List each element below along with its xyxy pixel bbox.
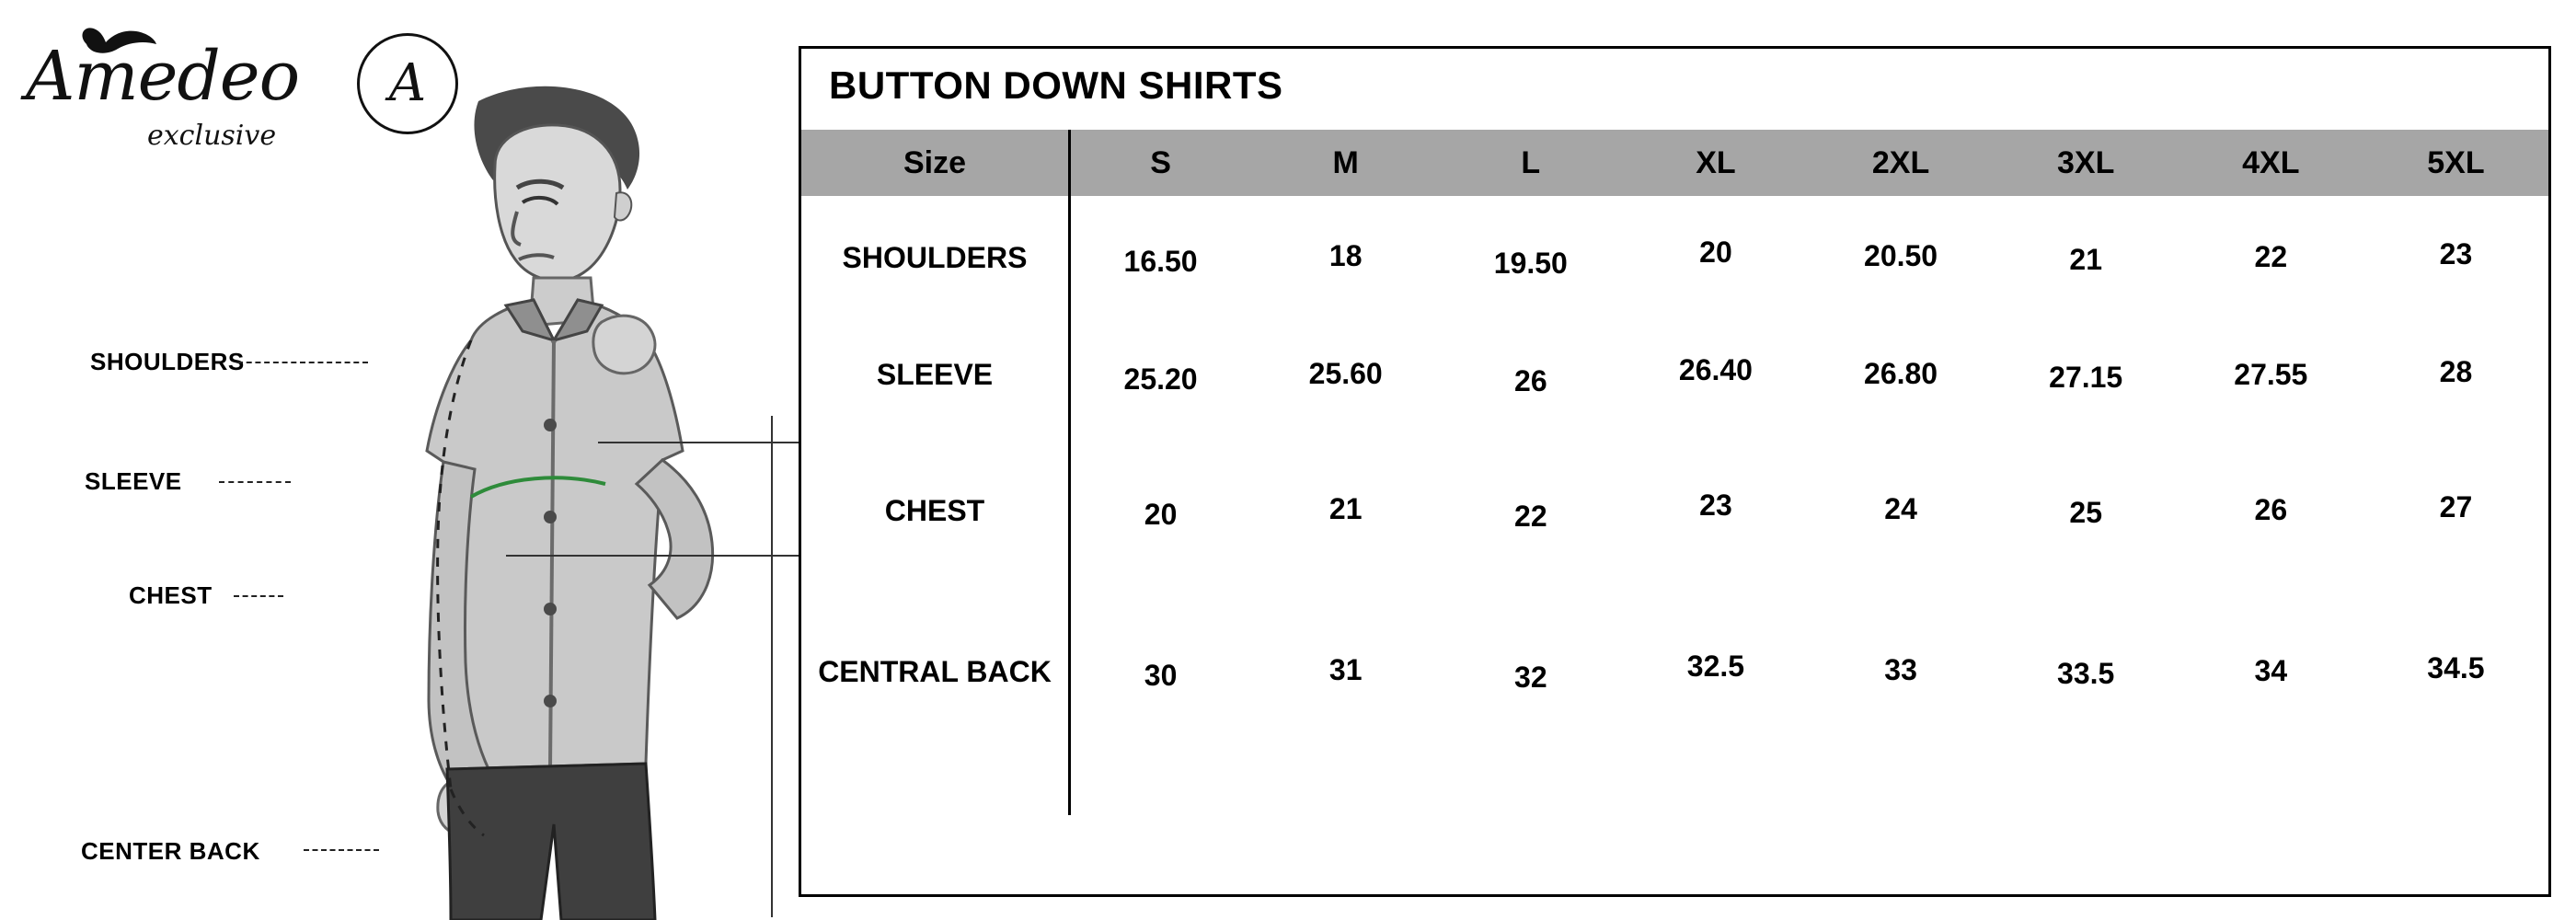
table-row	[801, 320, 2548, 431]
table-body	[801, 196, 2548, 753]
cell-central-back-3xl: 33.5	[2057, 657, 2115, 690]
column-header-5xl: 5XL	[2427, 144, 2485, 180]
brand-tagline: exclusive	[147, 120, 277, 152]
table-row	[801, 592, 2548, 753]
cell-shoulders-l: 19.50	[1493, 247, 1568, 280]
callout-shoulders: SHOULDERS	[90, 348, 245, 375]
emblem-glyph: A	[388, 53, 427, 113]
center-back-guide-line	[771, 416, 773, 917]
male-model-figure-icon	[230, 64, 800, 920]
column-header-3xl: 3XL	[2057, 144, 2115, 180]
table-row	[801, 431, 2548, 592]
row-label-sleeve: SLEEVE	[876, 358, 994, 392]
brand-wordmark: Amedeo	[26, 37, 300, 116]
row-label-shoulders: SHOULDERS	[842, 240, 1028, 274]
cell-central-back-4xl: 34	[2254, 654, 2288, 687]
table-header-row	[801, 130, 2548, 196]
cell-chest-s: 20	[1144, 498, 1178, 531]
callout-chest: CHEST	[129, 581, 213, 609]
cell-shoulders-m: 18	[1328, 239, 1363, 272]
cell-shoulders-s: 16.50	[1123, 245, 1198, 278]
cell-sleeve-s: 25.20	[1123, 362, 1198, 396]
cell-shoulders-4xl: 22	[2254, 240, 2288, 273]
cell-central-back-s: 30	[1144, 659, 1178, 692]
cell-chest-m: 21	[1328, 492, 1363, 525]
callout-center-back: CENTER BACK	[81, 837, 260, 865]
callout-shoulders-leader	[237, 362, 368, 363]
cell-chest-2xl: 24	[1884, 492, 1917, 525]
cell-chest-3xl: 25	[2069, 496, 2102, 529]
cell-central-back-l: 32	[1514, 661, 1547, 694]
cell-sleeve-xl: 26.40	[1678, 352, 1753, 386]
cell-shoulders-2xl: 20.50	[1864, 239, 1938, 272]
cell-shoulders-xl: 20	[1699, 236, 1732, 269]
cell-sleeve-5xl: 28	[2439, 354, 2473, 388]
column-header-s: S	[1150, 144, 1171, 180]
column-header-l: L	[1521, 144, 1541, 180]
cell-central-back-xl: 32.5	[1686, 650, 1745, 683]
cell-sleeve-l: 26	[1514, 363, 1547, 397]
chart-title: BUTTON DOWN SHIRTS	[829, 63, 1283, 107]
cell-central-back-5xl: 34.5	[2427, 651, 2485, 684]
cell-chest-5xl: 27	[2439, 490, 2473, 523]
measurement-illustration	[230, 64, 800, 920]
column-header-xl: XL	[1696, 144, 1736, 180]
cell-chest-xl: 23	[1699, 489, 1732, 522]
column-header-2xl: 2XL	[1871, 144, 1930, 180]
callout-chest-leader	[234, 595, 283, 597]
cell-sleeve-3xl: 27.15	[2049, 360, 2123, 394]
cell-shoulders-3xl: 21	[2069, 243, 2102, 276]
row-label-central-back: CENTRAL BACK	[818, 654, 1052, 688]
callout-sleeve: SLEEVE	[85, 467, 182, 495]
cell-chest-4xl: 26	[2254, 493, 2288, 526]
callout-sleeve-leader	[219, 481, 291, 483]
callout-center-back-leader	[304, 849, 379, 851]
column-header-m: M	[1332, 144, 1359, 180]
cell-sleeve-4xl: 27.55	[2234, 357, 2308, 391]
cell-sleeve-m: 25.60	[1308, 356, 1383, 390]
brand-and-illustration-panel	[0, 0, 800, 920]
column-header-size: Size	[903, 144, 967, 180]
cell-shoulders-5xl: 23	[2439, 237, 2473, 270]
column-header-4xl: 4XL	[2242, 144, 2300, 180]
cell-central-back-2xl: 33	[1884, 653, 1917, 686]
row-label-chest: CHEST	[884, 493, 985, 527]
cell-sleeve-2xl: 26.80	[1864, 356, 1938, 390]
cell-central-back-m: 31	[1328, 653, 1363, 686]
size-chart-table	[799, 46, 2551, 897]
cell-chest-l: 22	[1514, 500, 1547, 533]
table-row	[801, 196, 2548, 320]
